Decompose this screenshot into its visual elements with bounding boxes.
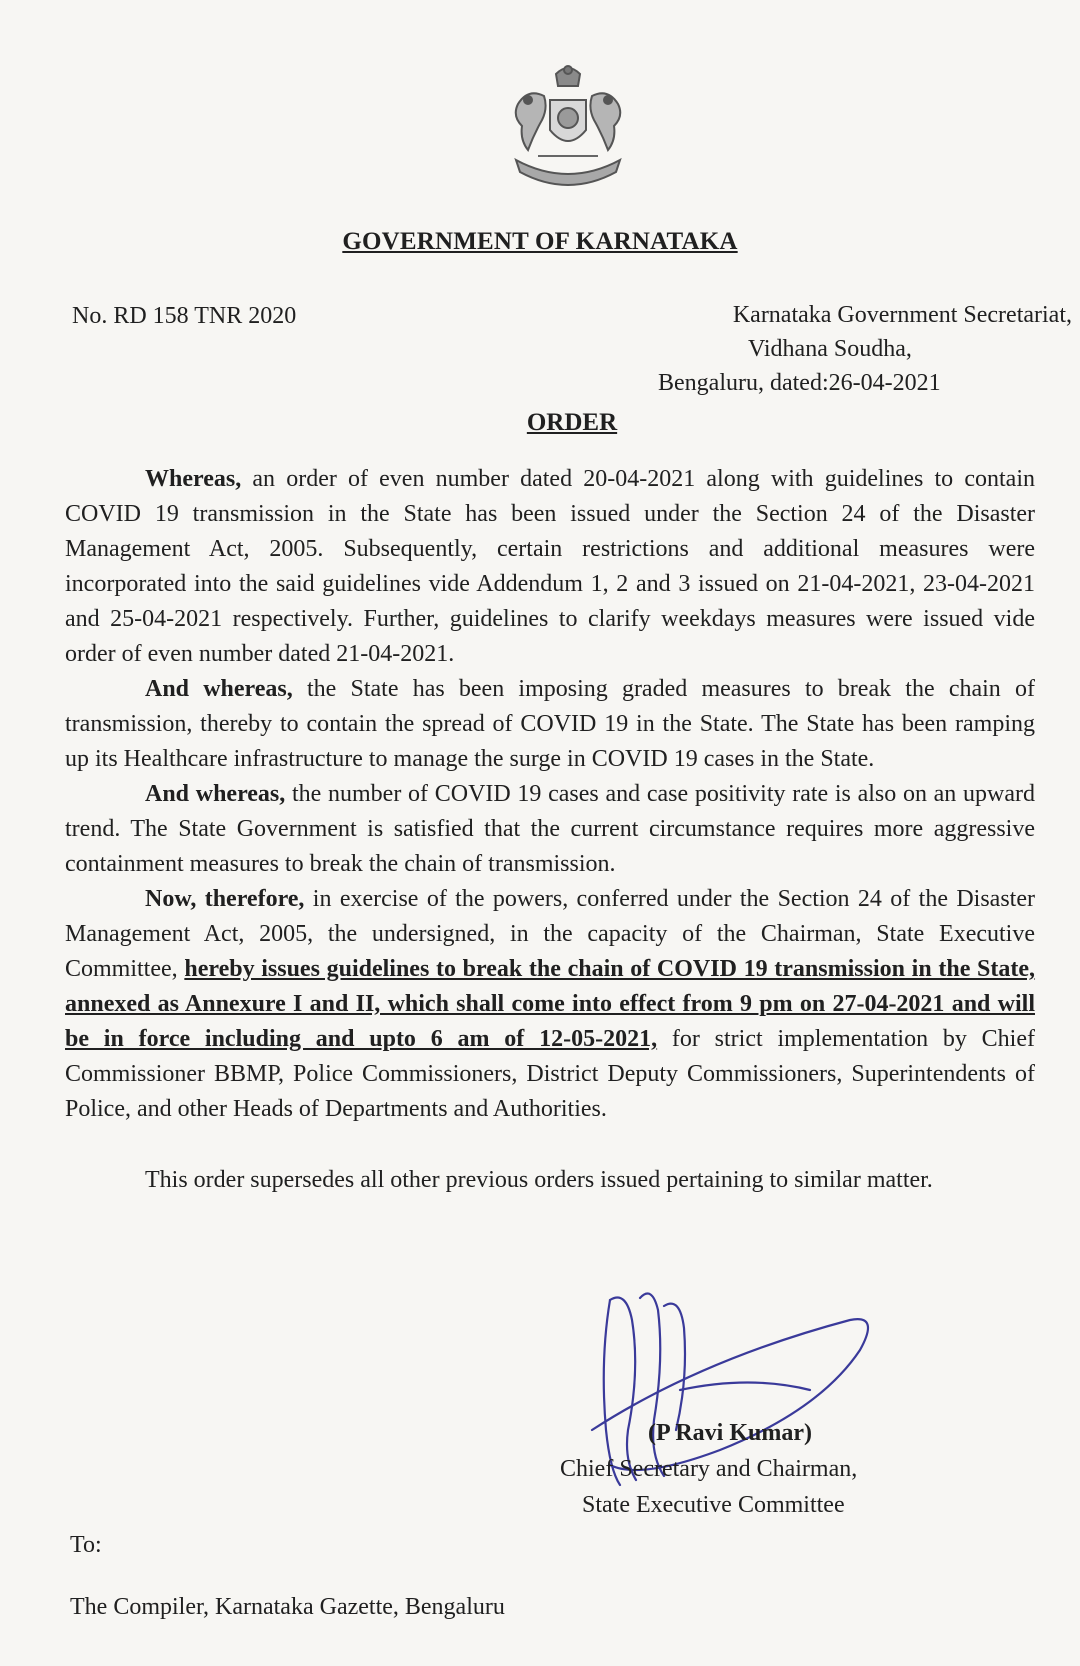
paragraph-text: This order supersedes all other previous orders issued pertaining to similar matter. (145, 1167, 933, 1193)
to-label: To: (70, 1532, 102, 1558)
signatory-committee: State Executive Committee (582, 1492, 845, 1518)
paragraph-supersedes (65, 1163, 1035, 1198)
paragraph-text: in exercise of the powers, conferred under the Section 24 of the Disaster Management Act, 2005, the undersigned, in the capacity of the Chairman, State Executive Committee, (65, 886, 1035, 982)
order-body (65, 462, 1035, 1198)
paragraph-lead: Whereas, (145, 466, 242, 492)
paragraph-lead: Now, therefore, (145, 886, 305, 912)
signatory-name: (P Ravi Kumar) (648, 1420, 812, 1446)
address-line-secretariat: Karnataka Government Secretariat, (732, 302, 1072, 328)
paragraph-now-therefore (65, 882, 1035, 1127)
paragraph-lead: And whereas, (145, 781, 286, 807)
paragraph-and-whereas-2 (65, 777, 1035, 882)
signature-block (560, 1415, 980, 1523)
signatory-designation: Chief Secretary and Chairman, (560, 1456, 858, 1482)
paragraph-whereas (65, 462, 1035, 672)
paragraph-emphasis: hereby issues guidelines to break the chain of COVID 19 transmission in the State, annexed as Annexure I and II, which shall come into effect from 9 pm on 27-04-2021 and will be in force including and upto 6 am of 12-05-2021, (65, 956, 1036, 1052)
address-line-building: Vidhana Soudha, (748, 336, 912, 362)
paragraph-text: an order of even number dated 20-04-2021 along with guidelines to contain COVID 19 transmission in the State has been issued under the Section 24 of the Disaster Management Act, 2005. Subsequently, certain restrictions and additional measures were incorporated into the said guidelines vide Addendum 1, 2 and 3 issued on 21-04-2021, 23-04-2021 and 25-04-2021 respectively. Further, guidelines to clarify weekdays measures were issued vide order of even number dated 21-04-2021. (65, 466, 1035, 667)
paragraph-text: the State has been imposing graded measures to break the chain of transmission, thereby to contain the spread of COVID 19 in the State. The State has been ramping up its Healthcare infrastructure to manage the surge in COVID 19 cases in the State. (65, 676, 1035, 772)
paragraph-text: the number of COVID 19 cases and case positivity rate is also on an upward trend. The State Government is satisfied that the current circumstance requires more aggressive containment measures to break the chain of transmission. (65, 781, 1035, 877)
order-title: ORDER (526, 409, 618, 436)
recipient-address: The Compiler, Karnataka Gazette, Bengaluru (70, 1594, 505, 1620)
paragraph-text: for strict implementation by Chief Commissioner BBMP, Police Commissioners, District Deputy Commissioners, Superintendents of Police, and other Heads of Departments and Authorities. (65, 1026, 1035, 1122)
reference-number: No. RD 158 TNR 2020 (72, 303, 297, 329)
issuing-office-address (622, 298, 1072, 400)
address-line-date: Bengaluru, dated:26-04-2021 (658, 370, 941, 396)
government-title: GOVERNMENT OF KARNATAKA (342, 228, 738, 255)
paragraph-lead: And whereas, (145, 676, 293, 702)
paragraph-and-whereas-1 (65, 672, 1035, 777)
state-emblem-icon (498, 60, 638, 200)
